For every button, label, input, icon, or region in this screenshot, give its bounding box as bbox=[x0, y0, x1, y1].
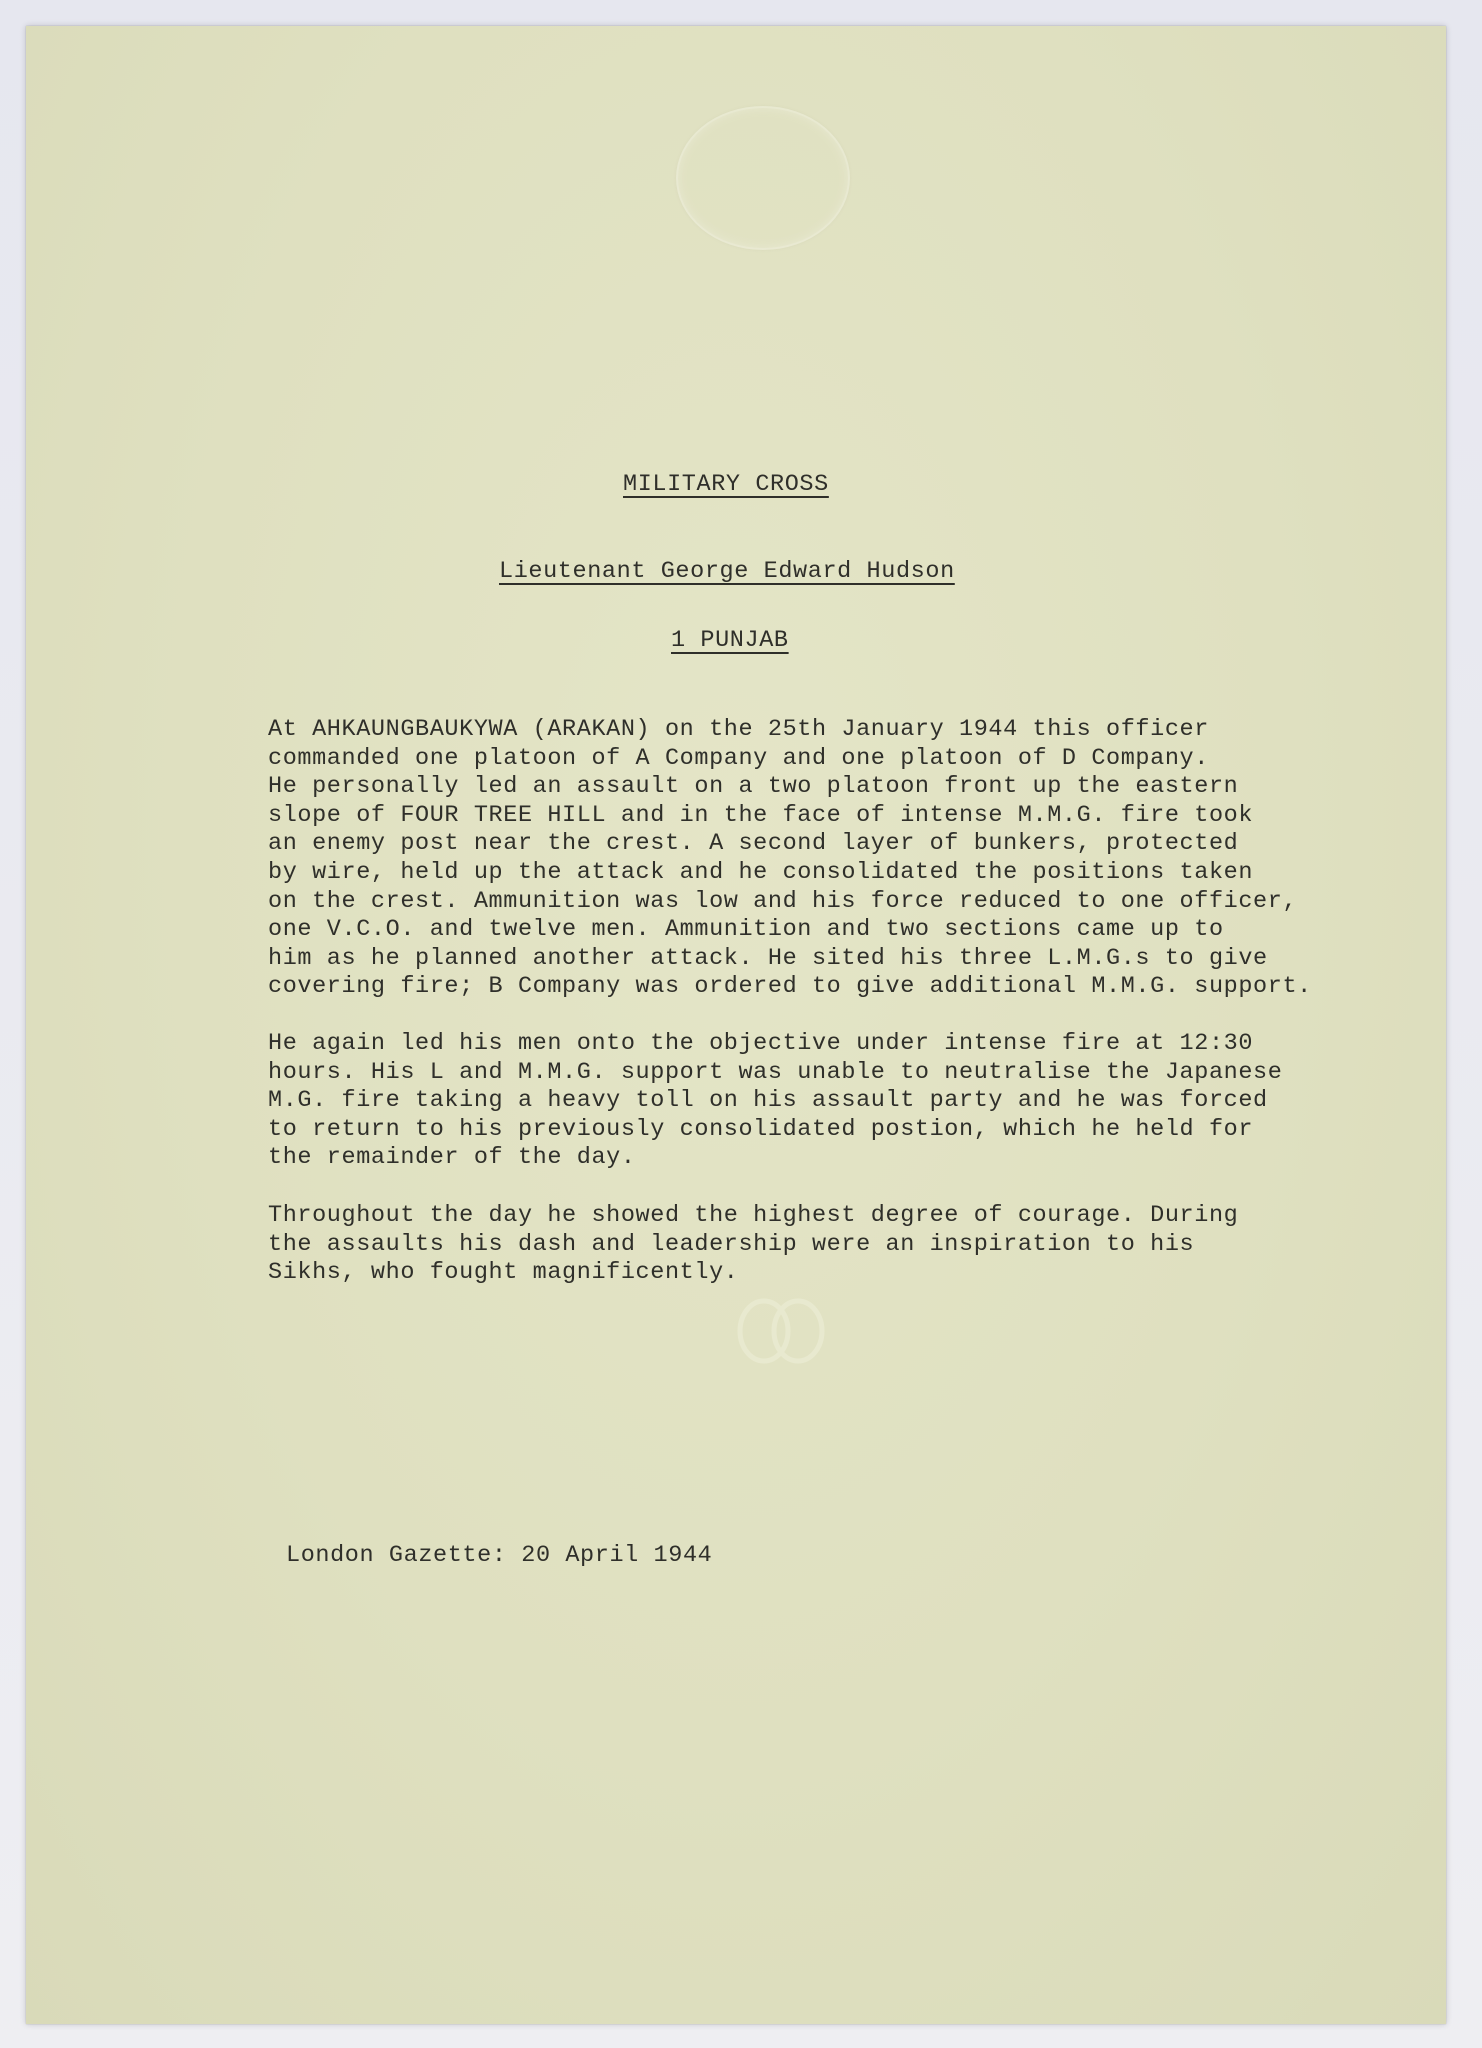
award-title: MILITARY CROSS bbox=[623, 471, 829, 498]
citation-paragraph-2: He again led his men onto the objective under intense fire at 12:30 hours. His L and M.M.G. support was unable to neutralise the Japanese M.G. fire taking a heavy toll on his assault party and he was forced to return to his previously consolidated postion, which he held for the remainder of the day. bbox=[268, 1030, 1283, 1172]
citation-paragraph-3: Throughout the day he showed the highest degree of courage. During the assaults his dash and leadership were an inspiration to his Sikhs, who fought magnificently. bbox=[268, 1202, 1239, 1287]
gazette-date: London Gazette: 20 April 1944 bbox=[286, 1542, 713, 1569]
embossed-seal bbox=[676, 106, 850, 250]
unit-name: 1 PUNJAB bbox=[671, 627, 789, 654]
recipient-name: Lieutenant George Edward Hudson bbox=[499, 558, 955, 585]
typed-citation-sheet bbox=[26, 26, 1446, 2024]
paper-watermark bbox=[726, 1286, 836, 1376]
citation-paragraph-1: At AHKAUNGBAUKYWA (ARAKAN) on the 25th January 1944 this officer commanded one platoon of A Company and one platoon of D Company. He personally led an assault on a two platoon front up the eastern slope of FOUR TREE HILL and in the face of intense M.M.G. fire took an enemy post near the crest. A second layer of bunkers, protected by wire, held up the attack and he consolidated the positions taken on the crest. Ammunition was low and his force reduced to one officer, one V.C.O. and twelve men. Ammunition and two sections came up to him as he planned another attack. He sited his three L.M.G.s to give covering fire; B Company was ordered to give additional M.M.G. support. bbox=[268, 716, 1312, 1001]
